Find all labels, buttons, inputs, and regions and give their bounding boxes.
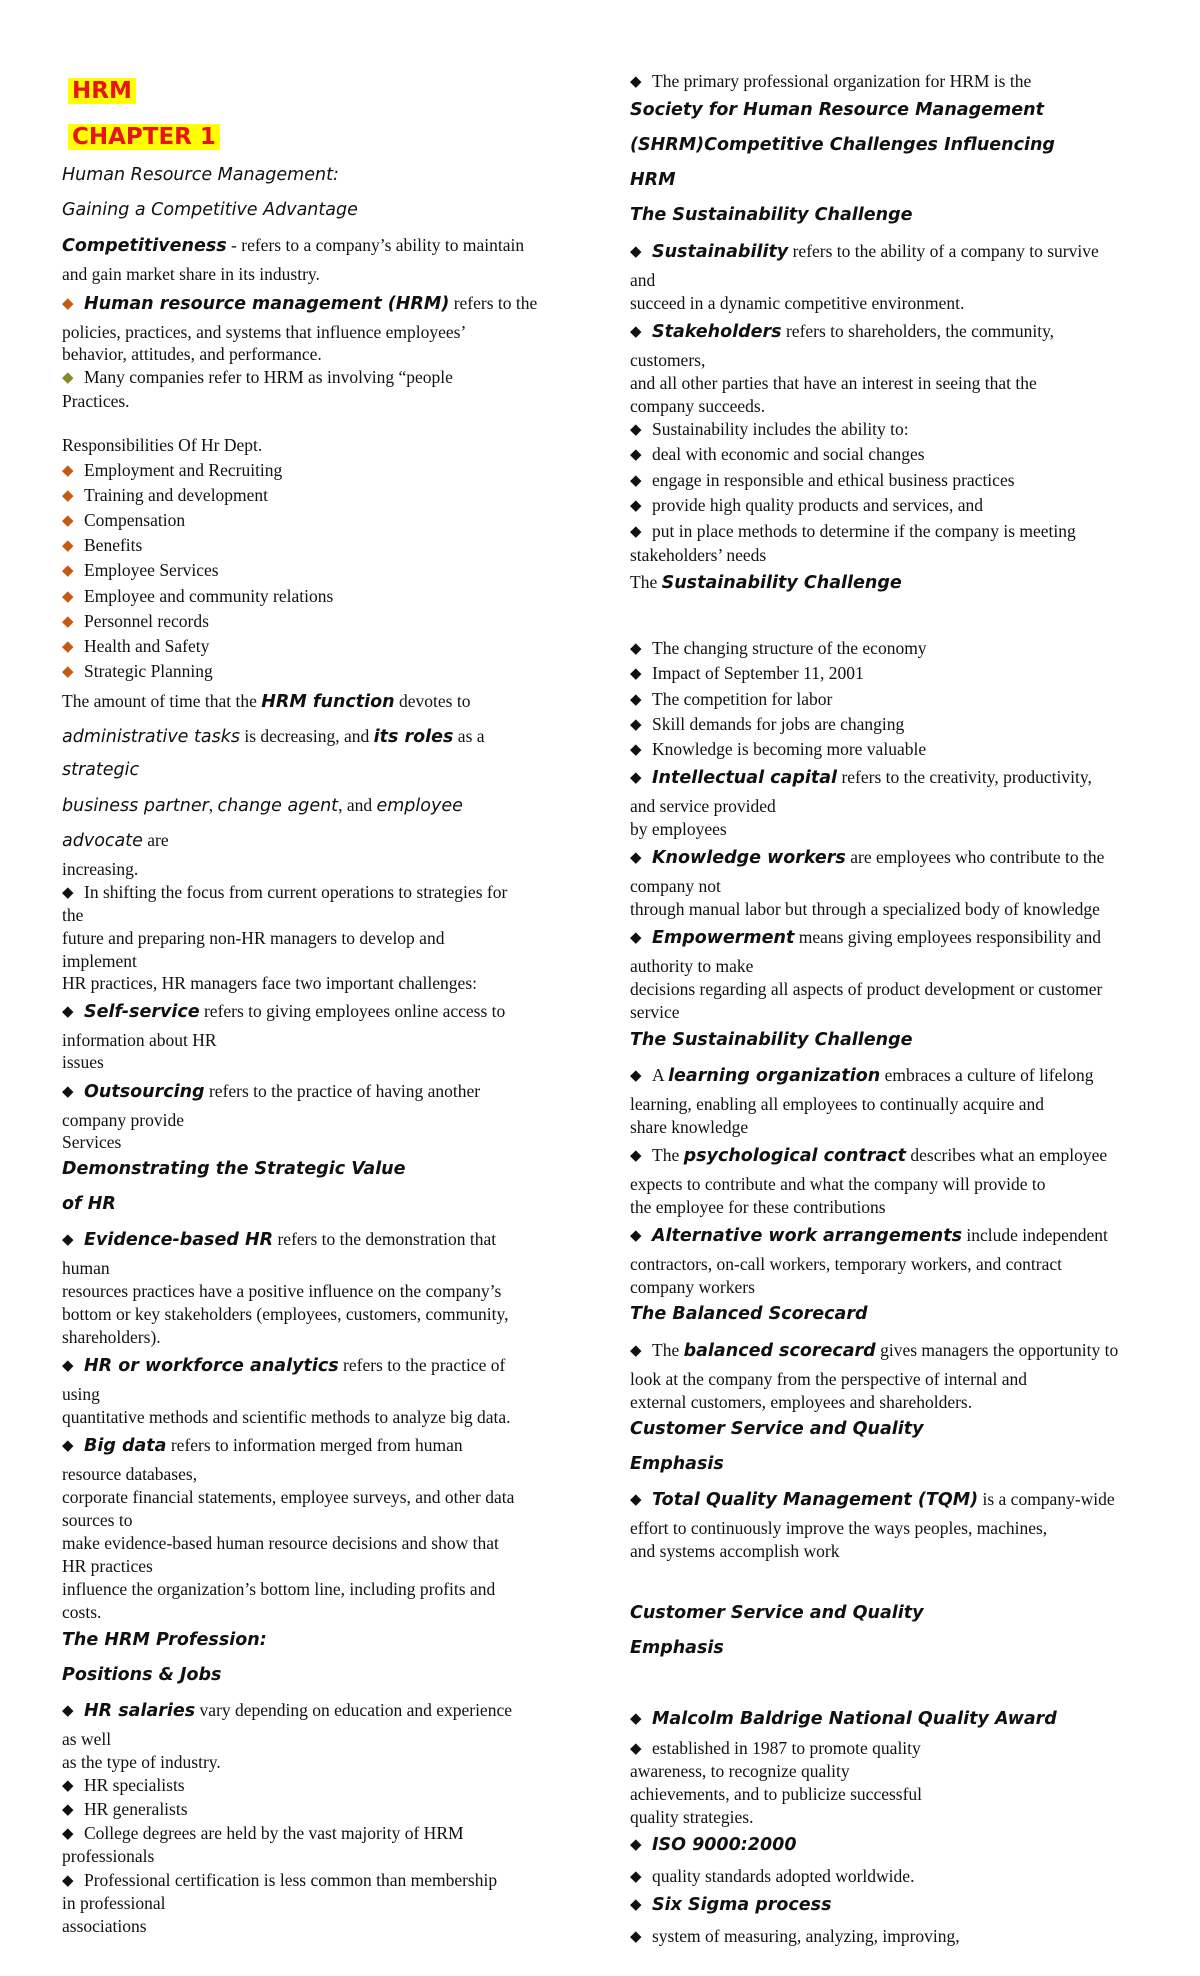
emp-cont: authority to make	[630, 956, 754, 976]
tqm-cont: effort to continuously improve the ways peoples, machines,	[630, 1518, 1048, 1538]
hrm-definition: ◆ Human resource management (HRM) refers to the	[62, 293, 538, 314]
bullet-icon: ◆	[630, 1711, 642, 1727]
big-data-cont: corporate financial statements, employee surveys, and other data	[62, 1487, 515, 1507]
big-data-cont: resource databases,	[62, 1464, 198, 1484]
awa-cont: company workers	[630, 1277, 755, 1297]
bullet-icon: ◆	[630, 1869, 642, 1885]
empowerment-definition: ◆ Empowerment means giving employees responsibility and	[630, 927, 1102, 948]
bullet-icon: ◆	[62, 1084, 74, 1100]
bullet-icon: ◆	[630, 742, 642, 758]
lo-cont: share knowledge	[630, 1117, 749, 1137]
bullet-icon: ◆	[630, 692, 642, 708]
amount-line: The amount of time that the HRM function devotes to	[62, 691, 471, 712]
bullet-icon: ◆	[62, 1438, 74, 1454]
section-heading: Emphasis	[630, 1638, 724, 1658]
increasing-line: increasing.	[62, 859, 139, 879]
list-item: ◆ Skill demands for jobs are changing	[630, 714, 905, 734]
bullet-icon: ◆	[630, 1741, 642, 1757]
learning-organization-definition: ◆ A learning organization embraces a culture of lifelong	[630, 1065, 1094, 1086]
pc-cont: the employee for these contributions	[630, 1197, 886, 1217]
bullet-icon: ◆	[62, 463, 74, 479]
bullet-icon: ◆	[62, 885, 74, 901]
section-heading: The Sustainability Challenge	[630, 572, 902, 593]
bullet-icon: ◆	[630, 473, 642, 489]
section-heading: Customer Service and Quality	[630, 1603, 924, 1623]
bullet-icon: ◆	[62, 296, 74, 312]
kw-cont: company not	[630, 876, 721, 896]
list-item: ◆ quality standards adopted worldwide.	[630, 1866, 915, 1886]
sustainability-cont: succeed in a dynamic competitive environment.	[630, 293, 965, 313]
self-service-cont: information about HR	[62, 1030, 217, 1050]
evidence-cont: bottom or key stakeholders (employees, customers, community,	[62, 1304, 509, 1324]
est-cont: achievements, and to publicize successful	[630, 1784, 923, 1804]
bullet-icon: ◆	[630, 74, 642, 90]
bullet-icon: ◆	[62, 614, 74, 630]
sustainability-cont: and	[630, 270, 656, 290]
bullet-icon: ◆	[630, 524, 642, 540]
sustainability-definition: ◆ Sustainability refers to the ability of a company to survive	[630, 241, 1099, 262]
admin-line: administrative tasks is decreasing, and its roles as a	[62, 726, 485, 747]
iso-standard: ◆ ISO 9000:2000	[630, 1835, 797, 1855]
big-data-cont: HR practices	[62, 1556, 153, 1576]
ic-cont: and service provided	[630, 796, 776, 816]
six-sigma: ◆ Six Sigma process	[630, 1895, 832, 1915]
cert-cont: in professional	[62, 1893, 166, 1913]
people-line: ◆ Many companies refer to HRM as involving “people	[62, 367, 453, 387]
list-item: ◆ Knowledge is becoming more valuable	[630, 739, 927, 759]
bullet-icon: ◆	[630, 770, 642, 786]
bullet-icon: ◆	[62, 1873, 74, 1889]
section-heading: Customer Service and Quality	[630, 1419, 924, 1439]
stakeholders-cont: customers,	[630, 350, 706, 370]
bullet-icon: ◆	[630, 498, 642, 514]
resp-item: ◆ Benefits	[62, 535, 143, 555]
bullet-icon: ◆	[62, 1802, 74, 1818]
bullet-icon: ◆	[62, 1232, 74, 1248]
bullet-icon: ◆	[630, 717, 642, 733]
shift-cont: future and preparing non-HR managers to develop and	[62, 928, 445, 948]
self-service-cont: issues	[62, 1052, 104, 1072]
bullet-icon: ◆	[62, 664, 74, 680]
bullet-icon: ◆	[62, 538, 74, 554]
shift-cont: HR practices, HR managers face two important challenges:	[62, 973, 477, 993]
org-line: ◆ The primary professional organization for HRM is the	[630, 71, 1032, 91]
resp-item: ◆ Strategic Planning	[62, 661, 213, 681]
bullet-icon: ◆	[62, 1358, 74, 1374]
doc-title-line-1: Human Resource Management:	[62, 165, 339, 185]
evidence-based-hr-definition: ◆ Evidence-based HR refers to the demonstration that	[62, 1229, 497, 1250]
big-data-cont: make evidence-based human resource decisions and show that	[62, 1533, 499, 1553]
balanced-scorecard-definition: ◆ The balanced scorecard gives managers the opportunity to	[630, 1340, 1119, 1361]
bullet-icon: ◆	[630, 1837, 642, 1853]
section-heading: The HRM Profession:	[62, 1630, 267, 1650]
doc-title-line-2: Gaining a Competitive Advantage	[62, 200, 358, 220]
section-heading: The Balanced Scorecard	[630, 1304, 868, 1324]
bsc-cont: look at the company from the perspective of internal and	[630, 1369, 1028, 1389]
section-heading: Positions & Jobs	[62, 1665, 222, 1685]
big-data-cont: influence the organization’s bottom line, including profits and	[62, 1579, 496, 1599]
bullet-icon: ◆	[62, 513, 74, 529]
resp-item: ◆ Compensation	[62, 510, 186, 530]
resp-item: ◆ Health and Safety	[62, 636, 210, 656]
strategic-word: strategic	[62, 760, 140, 780]
kw-cont: through manual labor but through a specialized body of knowledge	[630, 899, 1100, 919]
tqm-cont: and systems accomplish work	[630, 1541, 840, 1561]
bullet-icon: ◆	[62, 1778, 74, 1794]
big-data-cont: sources to	[62, 1510, 133, 1530]
bsc-cont: external customers, employees and shareholders.	[630, 1392, 973, 1412]
bullet-icon: ◆	[62, 589, 74, 605]
ability-cont: stakeholders’ needs	[630, 545, 767, 565]
hrm-label: HRM	[68, 74, 136, 108]
bullet-icon: ◆	[630, 244, 642, 260]
list-item: ◆ Professional certification is less common than membership	[62, 1870, 498, 1890]
list-item: ◆ system of measuring, analyzing, improving,	[630, 1926, 960, 1946]
evidence-cont: human	[62, 1258, 110, 1278]
bullet-icon: ◆	[630, 930, 642, 946]
bullet-icon: ◆	[630, 850, 642, 866]
stakeholders-definition: ◆ Stakeholders refers to shareholders, the community,	[630, 321, 1055, 342]
bullet-icon: ◆	[62, 639, 74, 655]
shrm-line: Society for Human Resource Management	[630, 100, 1044, 120]
resp-item: ◆ Employee Services	[62, 560, 219, 580]
section-heading: of HR	[62, 1194, 116, 1214]
resp-item: ◆ Training and development	[62, 485, 269, 505]
outsourcing-definition: ◆ Outsourcing refers to the practice of having another	[62, 1081, 481, 1102]
est-cont: quality strategies.	[630, 1807, 754, 1827]
stakeholders-cont: company succeeds.	[630, 396, 766, 416]
section-heading: The Sustainability Challenge	[630, 1030, 913, 1050]
bullet-icon: ◆	[630, 447, 642, 463]
chapter-label: CHAPTER 1	[68, 120, 220, 154]
list-item: ◆ HR generalists	[62, 1799, 188, 1819]
bullet-icon: ◆	[630, 1897, 642, 1913]
section-heading: Demonstrating the Strategic Value	[62, 1159, 406, 1179]
hrm-cont: behavior, attitudes, and performance.	[62, 344, 322, 364]
alternative-work-definition: ◆ Alternative work arrangements include independent	[630, 1225, 1108, 1246]
people-cont: Practices.	[62, 391, 130, 411]
bullet-icon: ◆	[630, 1929, 642, 1945]
resp-item: ◆ Employee and community relations	[62, 586, 334, 606]
list-item: ◆ engage in responsible and ethical business practices	[630, 470, 1015, 490]
bullet-icon: ◆	[630, 1228, 642, 1244]
cert-cont: associations	[62, 1916, 147, 1936]
shift-cont: the	[62, 905, 84, 925]
bullet-icon: ◆	[62, 1826, 74, 1842]
bullet-icon: ◆	[62, 1004, 74, 1020]
ic-cont: by employees	[630, 819, 727, 839]
section-heading: The Sustainability Challenge	[630, 205, 913, 225]
resp-item: ◆ Personnel records	[62, 611, 209, 631]
salaries-cont: as well	[62, 1729, 112, 1749]
list-item: ◆ Sustainability includes the ability to:	[630, 419, 909, 439]
bullet-icon: ◆	[62, 563, 74, 579]
hr-salaries-definition: ◆ HR salaries vary depending on education and experience	[62, 1700, 512, 1721]
bullet-icon: ◆	[62, 1703, 74, 1719]
list-item: ◆ The changing structure of the economy	[630, 638, 927, 658]
list-item: ◆ established in 1987 to promote quality	[630, 1738, 921, 1758]
bullet-icon: ◆	[630, 1068, 642, 1084]
baldrige-award: ◆ Malcolm Baldrige National Quality Award	[630, 1709, 1057, 1729]
pc-cont: expects to contribute and what the company will provide to	[630, 1174, 1046, 1194]
tqm-definition: ◆ Total Quality Management (TQM) is a company-wide	[630, 1489, 1115, 1510]
responsibilities-heading: Responsibilities Of Hr Dept.	[62, 435, 263, 455]
big-data-definition: ◆ Big data refers to information merged from human	[62, 1435, 463, 1456]
bullet-icon: ◆	[630, 1148, 642, 1164]
lo-cont: learning, enabling all employees to continually acquire and	[630, 1094, 1045, 1114]
bullet-icon: ◆	[630, 1492, 642, 1508]
big-data-cont: costs.	[62, 1602, 102, 1622]
list-item: ◆ provide high quality products and services, and	[630, 495, 983, 515]
bullet-icon: ◆	[630, 422, 642, 438]
bullet-icon: ◆	[62, 370, 74, 386]
shift-line: ◆ In shifting the focus from current operations to strategies for	[62, 882, 508, 902]
evidence-cont: resources practices have a positive influence on the company’s	[62, 1281, 502, 1301]
degrees-cont: professionals	[62, 1846, 155, 1866]
bullet-icon: ◆	[62, 488, 74, 504]
list-item: ◆ put in place methods to determine if the company is meeting	[630, 521, 1076, 541]
analytics-cont: using	[62, 1384, 100, 1404]
competitiveness-definition: Competitiveness - refers to a company’s ability to maintain	[62, 235, 525, 256]
bullet-icon: ◆	[630, 666, 642, 682]
bullet-icon: ◆	[630, 641, 642, 657]
section-heading: Emphasis	[630, 1454, 724, 1474]
emp-cont: decisions regarding all aspects of product development or customer	[630, 979, 1103, 999]
roles-line: business partner, change agent, and employee	[62, 795, 463, 816]
analytics-cont: quantitative methods and scientific methods to analyze big data.	[62, 1407, 511, 1427]
competitiveness-cont: and gain market share in its industry.	[62, 264, 320, 284]
resp-item: ◆ Employment and Recruiting	[62, 460, 283, 480]
workforce-analytics-definition: ◆ HR or workforce analytics refers to the practice of	[62, 1355, 506, 1376]
salaries-cont: as the type of industry.	[62, 1752, 221, 1772]
intellectual-capital-definition: ◆ Intellectual capital refers to the creativity, productivity,	[630, 767, 1092, 788]
est-cont: awareness, to recognize quality	[630, 1761, 850, 1781]
psychological-contract-definition: ◆ The psychological contract describes what an employee	[630, 1145, 1108, 1166]
hrm-cont: policies, practices, and systems that influence employees’	[62, 322, 467, 342]
list-item: ◆ The competition for labor	[630, 689, 833, 709]
stakeholders-cont: and all other parties that have an interest in seeing that the	[630, 373, 1037, 393]
shrm-line: HRM	[630, 170, 676, 190]
list-item: ◆ deal with economic and social changes	[630, 444, 925, 464]
list-item: ◆ College degrees are held by the vast majority of HRM	[62, 1823, 464, 1843]
self-service-definition: ◆ Self-service refers to giving employees online access to	[62, 1001, 506, 1022]
advocate-line: advocate are	[62, 830, 169, 851]
evidence-cont: shareholders).	[62, 1327, 161, 1347]
shift-cont: implement	[62, 951, 137, 971]
awa-cont: contractors, on-call workers, temporary workers, and contract	[630, 1254, 1062, 1274]
list-item: ◆ Impact of September 11, 2001	[630, 663, 864, 683]
list-item: ◆ HR specialists	[62, 1775, 185, 1795]
bullet-icon: ◆	[630, 324, 642, 340]
bullet-icon: ◆	[630, 1343, 642, 1359]
outsourcing-cont: company provide	[62, 1110, 184, 1130]
shrm-line: (SHRM)Competitive Challenges Influencing	[630, 135, 1055, 155]
outsourcing-cont: Services	[62, 1132, 122, 1152]
emp-cont: service	[630, 1002, 680, 1022]
knowledge-workers-definition: ◆ Knowledge workers are employees who contribute to the	[630, 847, 1105, 868]
